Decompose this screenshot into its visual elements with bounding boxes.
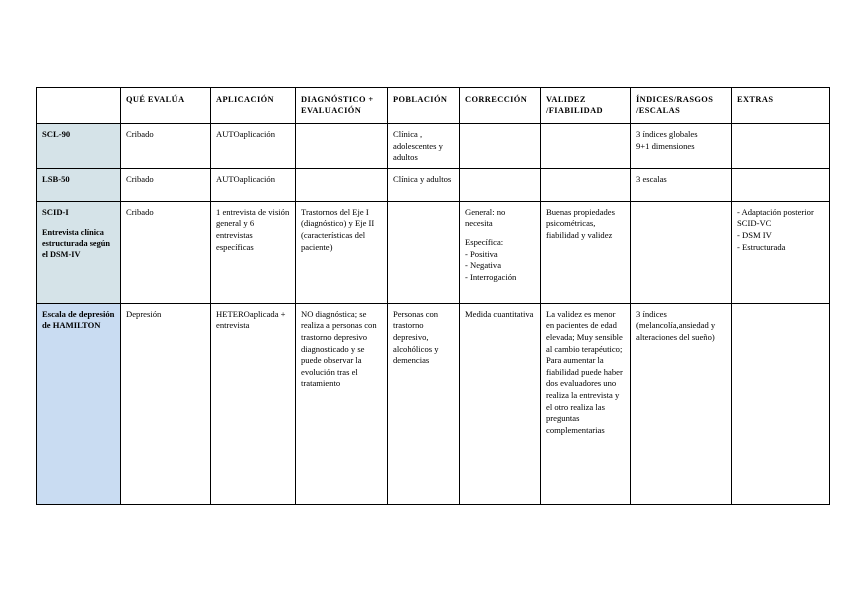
cell-line: - Estructurada <box>737 241 786 252</box>
cell-indices <box>631 168 732 201</box>
header-poblacion: POBLACIÓN <box>388 88 460 124</box>
row-name: SCL-90 <box>42 129 71 139</box>
cell-line: - Positiva <box>465 248 498 259</box>
cell-line: - Interrogación <box>465 271 517 282</box>
cell-line: 3 escalas <box>636 173 667 184</box>
cell-correccion <box>460 124 541 169</box>
header-que-evalua: QUÉ EVALÚA <box>121 88 211 124</box>
cell-indices <box>631 303 732 504</box>
cell-line: - DSM IV <box>737 229 772 240</box>
table-row <box>37 303 830 504</box>
header-indices: ÍNDICES/RASGOS /ESCALAS <box>631 88 732 124</box>
header-extras: EXTRAS <box>732 88 830 124</box>
cell-line: 3 índices (melancolía,ansiedad y alteraciones del sueño) <box>636 308 716 342</box>
cell-extras <box>732 168 830 201</box>
cell-extras <box>732 303 830 504</box>
cell-aplicacion: 1 entrevista de visión general y 6 entrevistas específicas <box>211 201 296 303</box>
table-row <box>37 124 830 169</box>
cell-validez <box>541 124 631 169</box>
row-label-scid <box>37 201 121 303</box>
cell-aplicacion: AUTOaplicación <box>211 168 296 201</box>
cell-line: - Adaptación posterior SCID-VC <box>737 206 814 229</box>
cell-evalua: Cribado <box>121 124 211 169</box>
header-row <box>37 88 830 124</box>
cell-indices <box>631 201 732 303</box>
header-aplicacion: APLICACIÓN <box>211 88 296 124</box>
header-diagnostico: DIAGNÓSTICO + EVALUACIÓN <box>296 88 388 124</box>
cell-diagnostico <box>296 168 388 201</box>
cell-poblacion <box>388 201 460 303</box>
header-validez: VALIDEZ /FIABILIDAD <box>541 88 631 124</box>
cell-line: 9+1 dimensiones <box>636 140 695 151</box>
row-label-hamilton <box>37 303 121 504</box>
cell-correccion <box>460 168 541 201</box>
cell-aplicacion: HETEROaplicada + entrevista <box>211 303 296 504</box>
cell-validez <box>541 168 631 201</box>
row-name: LSB-50 <box>42 173 70 184</box>
cell-extras <box>732 124 830 169</box>
cell-line: Medida cuantitativa <box>465 308 534 319</box>
cell-line: General: no necesita <box>465 206 506 229</box>
header-correccion: CORRECCIÓN <box>460 88 541 124</box>
cell-correccion <box>460 201 541 303</box>
cell-evalua: Cribado <box>121 168 211 201</box>
cell-evalua: Cribado <box>121 201 211 303</box>
row-label-scl90 <box>37 124 121 169</box>
row-subtitle: Entrevista clínica estructurada según el DSM-IV <box>42 228 110 260</box>
header-cell-empty <box>37 88 121 124</box>
cell-correccion <box>460 303 541 504</box>
table-row <box>37 168 830 201</box>
cell-extras <box>732 201 830 303</box>
cell-diagnostico: NO diagnóstica; se realiza a personas con trastorno depresivo diagnosticado y se puede observar la evolución tras el tratamiento <box>296 303 388 504</box>
row-name: Escala de depresión de HAMILTON <box>42 308 115 331</box>
cell-line: Específica: <box>465 236 504 247</box>
table-row <box>37 201 830 303</box>
row-label-lsb50 <box>37 168 121 201</box>
cell-evalua: Depresión <box>121 303 211 504</box>
cell-poblacion: Clínica , adolescentes y adultos <box>388 124 460 169</box>
cell-poblacion: Clínica y adultos <box>388 168 460 201</box>
cell-indices <box>631 124 732 169</box>
cell-aplicacion: AUTOaplicación <box>211 124 296 169</box>
cell-validez: Buenas propiedades psicométricas, fiabilidad y validez <box>541 201 631 303</box>
cell-gap <box>465 230 535 237</box>
row-name: SCID-I <box>42 206 69 217</box>
comparison-table <box>36 87 830 505</box>
cell-line: - Negativa <box>465 260 502 271</box>
cell-poblacion: Personas con trastorno depresivo, alcohólicos y demencias <box>388 303 460 504</box>
cell-diagnostico <box>296 124 388 169</box>
cell-line: 3 índices globales <box>636 129 698 139</box>
cell-validez: La validez es menor en pacientes de edad elevada; Muy sensible al cambio terapéutico; Para aumentar la fiabilidad puede haber dos evaluadores uno realiza la entrevista y el otro realiza las preguntas complementarias <box>541 303 631 504</box>
cell-diagnostico: Trastornos del Eje I (diagnóstico) y Eje II (características del paciente) <box>296 201 388 303</box>
